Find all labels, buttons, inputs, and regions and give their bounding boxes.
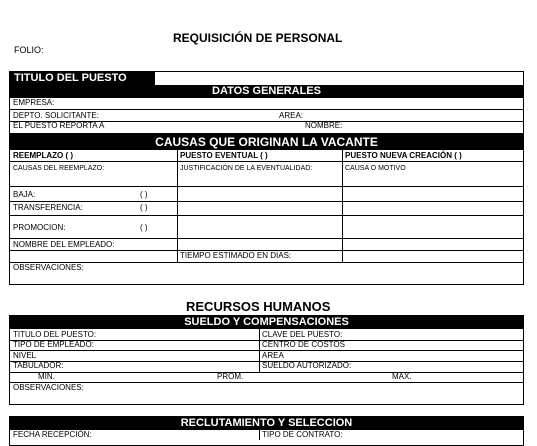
row-divider — [10, 215, 523, 216]
row-divider — [10, 201, 523, 202]
centro-costos-field: CENTRO DE COSTOS — [262, 340, 345, 349]
max-label: MAX. — [392, 372, 412, 381]
folio-label: FOLIO: — [14, 45, 44, 55]
reporta-a-label: EL PUESTO REPORTA A — [13, 121, 105, 130]
tabulador-field: TABULADOR: — [13, 361, 64, 370]
tipo-contrato-field: TIPO DE CONTRATO: — [262, 430, 343, 439]
area-label: AREA: — [279, 111, 304, 120]
row-divider — [10, 238, 523, 239]
column-divider — [177, 150, 178, 263]
promocion-label: PROMOCION: — [13, 223, 66, 232]
tipo-empleado-field: TIPO DE EMPLEADO: — [13, 340, 94, 349]
puesto-nueva-creacion-label: PUESTO NUEVA CREACIÓN ( ) — [345, 151, 462, 160]
baja-label: BAJA: — [13, 190, 36, 199]
row-divider — [10, 382, 523, 383]
titulo-puesto-field: TITULO DEL PUESTO: — [13, 330, 97, 339]
transferencia-label: TRANSFERENCIA: — [13, 203, 83, 212]
tiempo-estimado-label: TIEMPO ESTIMADO EN DIAS: — [180, 251, 292, 260]
transferencia-checkbox[interactable]: ( ) — [140, 203, 148, 212]
reclutamiento-header: RECLUTAMIENTO Y SELECCION — [10, 417, 523, 430]
justificacion-label: JUSTIFICACIÓN DE LA EVENTUALIDAD: — [180, 165, 313, 172]
fecha-recepcion-field: FECHA RECEPCIÓN: — [13, 430, 92, 439]
row-divider — [10, 161, 523, 162]
observaciones-label: OBSERVACIONES: — [13, 263, 84, 272]
nombre-empleado-label: NOMBRE DEL EMPLEADO: — [13, 240, 115, 249]
empresa-label: EMPRESA: — [13, 98, 55, 107]
column-divider — [342, 150, 343, 263]
depto-solicitante-label: DEPTO. SOLICITANTE: — [13, 111, 99, 120]
causas-reemplazo-label: CAUSAS DEL REEMPLAZO: — [13, 165, 105, 172]
row-divider — [10, 262, 523, 263]
column-divider — [259, 430, 260, 440]
titulo-puesto-label: TITULO DEL PUESTO — [10, 72, 155, 85]
nivel-field: NIVEL — [13, 351, 37, 360]
min-label: MIN. — [38, 372, 55, 381]
puesto-eventual-label: PUESTO EVENTUAL ( ) — [180, 151, 268, 160]
page-title: REQUISICIÓN DE PERSONAL — [173, 31, 343, 45]
sueldo-header: SUELDO Y COMPENSACIONES — [10, 316, 523, 329]
datos-generales-header: DATOS GENERALES — [10, 85, 523, 98]
causa-motivo-label: CAUSA O MOTIVO — [345, 165, 406, 172]
prom-label: PROM. — [217, 372, 244, 381]
promocion-checkbox[interactable]: ( ) — [140, 223, 148, 232]
area-field: AREA — [262, 351, 284, 360]
row-divider — [10, 109, 523, 110]
sueldo-autorizado-field: SUELDO AUTORIZADO: — [262, 361, 352, 370]
row-divider — [10, 186, 523, 187]
sueldo-observaciones-label: OBSERVACIONES: — [13, 383, 84, 392]
clave-puesto-field: CLAVE DEL PUESTO: — [262, 330, 343, 339]
nombre-label: NOMBRE: — [305, 121, 343, 130]
recursos-humanos-title: RECURSOS HUMANOS — [186, 299, 331, 314]
baja-checkbox[interactable]: ( ) — [140, 190, 148, 199]
reemplazo-label: REEMPLAZO ( ) — [13, 151, 73, 160]
causas-header: CAUSAS QUE ORIGINAN LA VACANTE — [10, 133, 523, 150]
row-divider — [10, 372, 523, 373]
